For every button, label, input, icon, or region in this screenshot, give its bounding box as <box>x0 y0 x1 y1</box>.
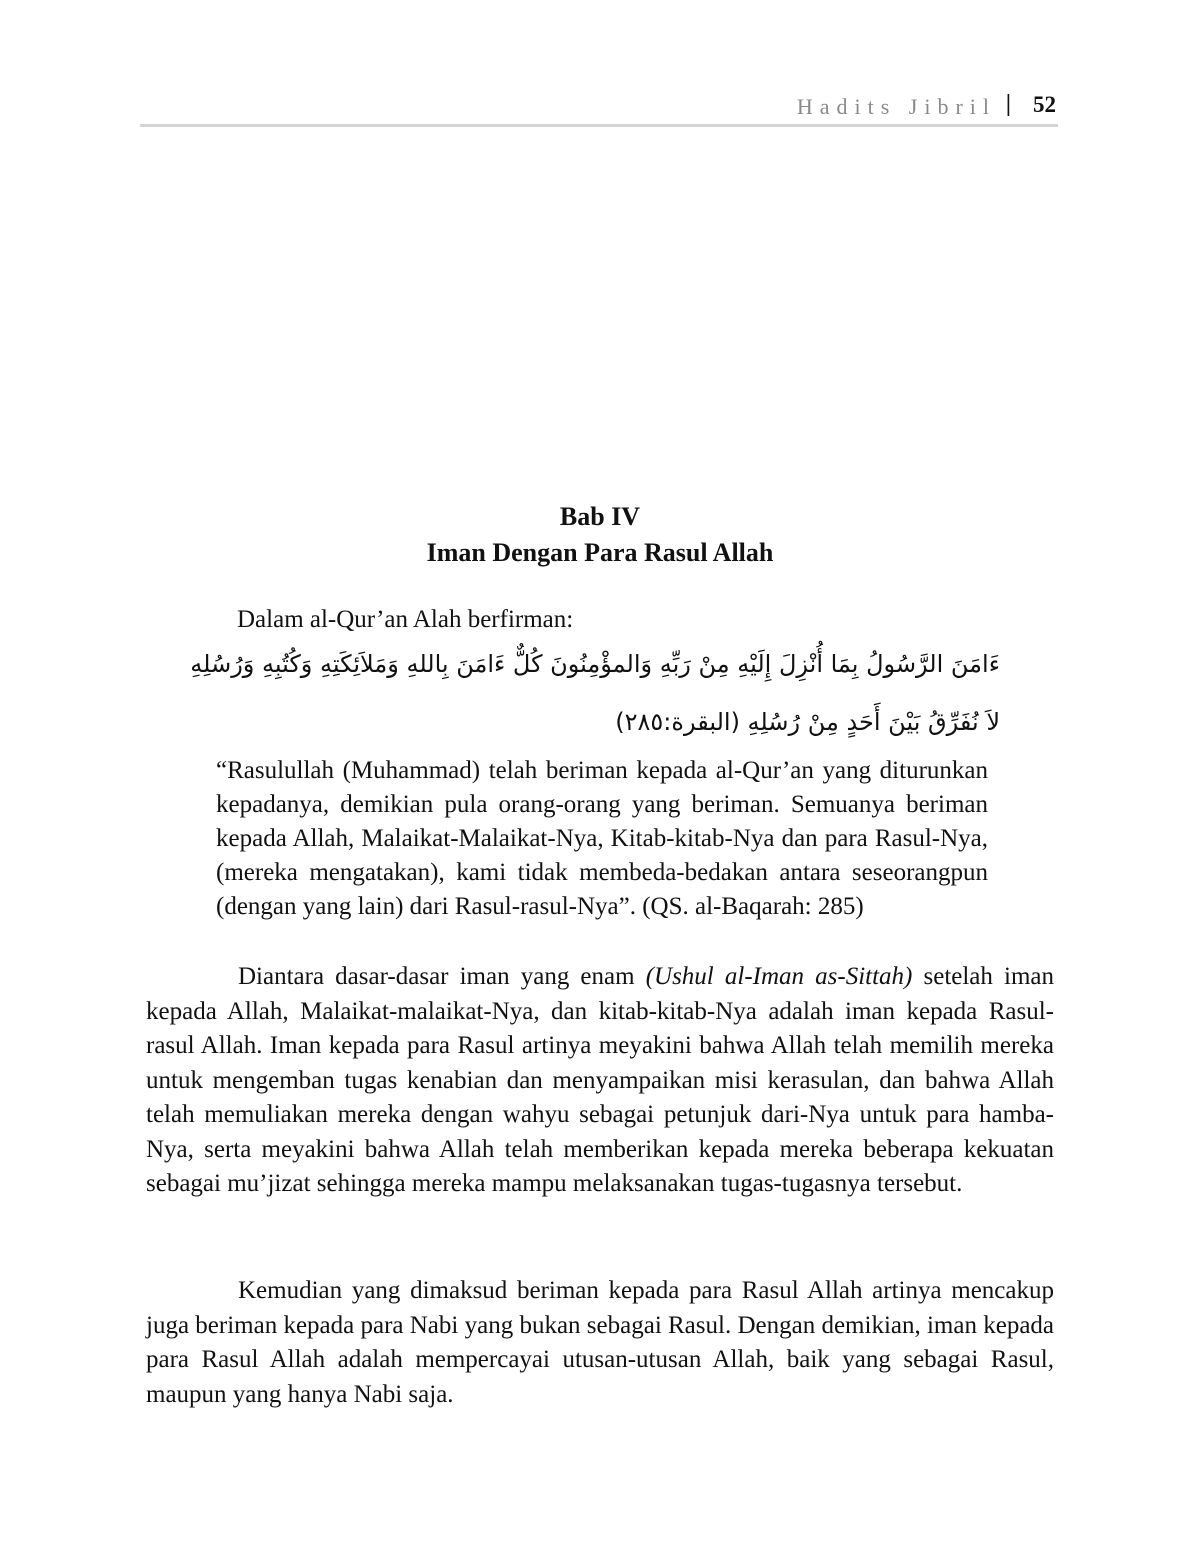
paragraph-1 <box>146 960 1054 1202</box>
paragraph-1-text-start: Diantara dasar-dasar iman yang enam <box>238 963 646 990</box>
chapter-title: Iman Dengan Para Rasul Allah <box>426 538 774 567</box>
header-separator: | <box>1005 91 1011 117</box>
verse-translation: “Rasulullah (Muhammad) telah beriman kepada al-Qur’an yang diturunkan kepadanya, demikian pula orang-orang yang beriman. Semuanya beriman kepada Allah, Malaikat-Malaikat-Nya, Kitab-kitab-Nya dan para Rasul-Nya, (mereka mengatakan), kami tidak membeda-bedakan antara seseorangpun (dengan yang lain) dari Rasul-rasul-Nya”. (QS. al-Baqarah: 285) <box>216 757 988 920</box>
paragraph-1-italic-term: (Ushul al-Iman as-Sittah) <box>645 963 913 990</box>
arabic-verse-line-2: لاَ نُفَرِّقُ بَيْنَ أَحَدٍ مِنْ رُسُلِهِ (البقرة:٢٨٥) <box>615 708 1000 736</box>
arabic-verse-line-1: ءَامَنَ الرَّسُولُ بِمَا أُنْزِلَ إِلَيْهِ مِنْ رَبِّهِ وَالمؤْمِنُونَ كُلٌّ ءَامَنَ بِاللهِ وَمَلاَئِكَتِهِ وَكُتُبِهِ وَرُسُلِهِ <box>190 650 1000 678</box>
running-title: Hadits Jibril <box>796 94 996 119</box>
page-header <box>140 88 1058 127</box>
page-number: 52 <box>1033 92 1056 117</box>
paragraph-2: Kemudian yang dimaksud beriman kepada para Rasul Allah artinya mencakup juga beriman kepada para Nabi yang bukan sebagai Rasul. Dengan demikian, iman kepada para Rasul Allah adalah mempercayai utusan-utusan Allah, baik yang sebagai Rasul, maupun yang hanya Nabi saja. <box>146 1277 1055 1408</box>
paragraph-1-text-end: setelah iman kepada Allah, Malaikat-malaikat-Nya, dan kitab-kitab-Nya adalah iman kepada Rasul-rasul Allah. Iman kepada para Rasul artinya meyakini bahwa Allah telah memilih mereka untuk mengemban tugas kenabian dan menyampaikan misi kerasulan, dan bahwa Allah telah memuliakan mereka dengan wahyu sebagai petunjuk dari-Nya untuk para hamba-Nya, serta meyakini bahwa Allah telah memberikan kepada mereka beberapa kekuatan sebagai mu’jizat sehingga mereka mampu melaksanakan tugas-tugasnya tersebut. <box>146 963 1055 1197</box>
chapter-label: Bab IV <box>559 502 641 531</box>
intro-line: Dalam al-Qur’an Alah berfirman: <box>237 606 574 633</box>
